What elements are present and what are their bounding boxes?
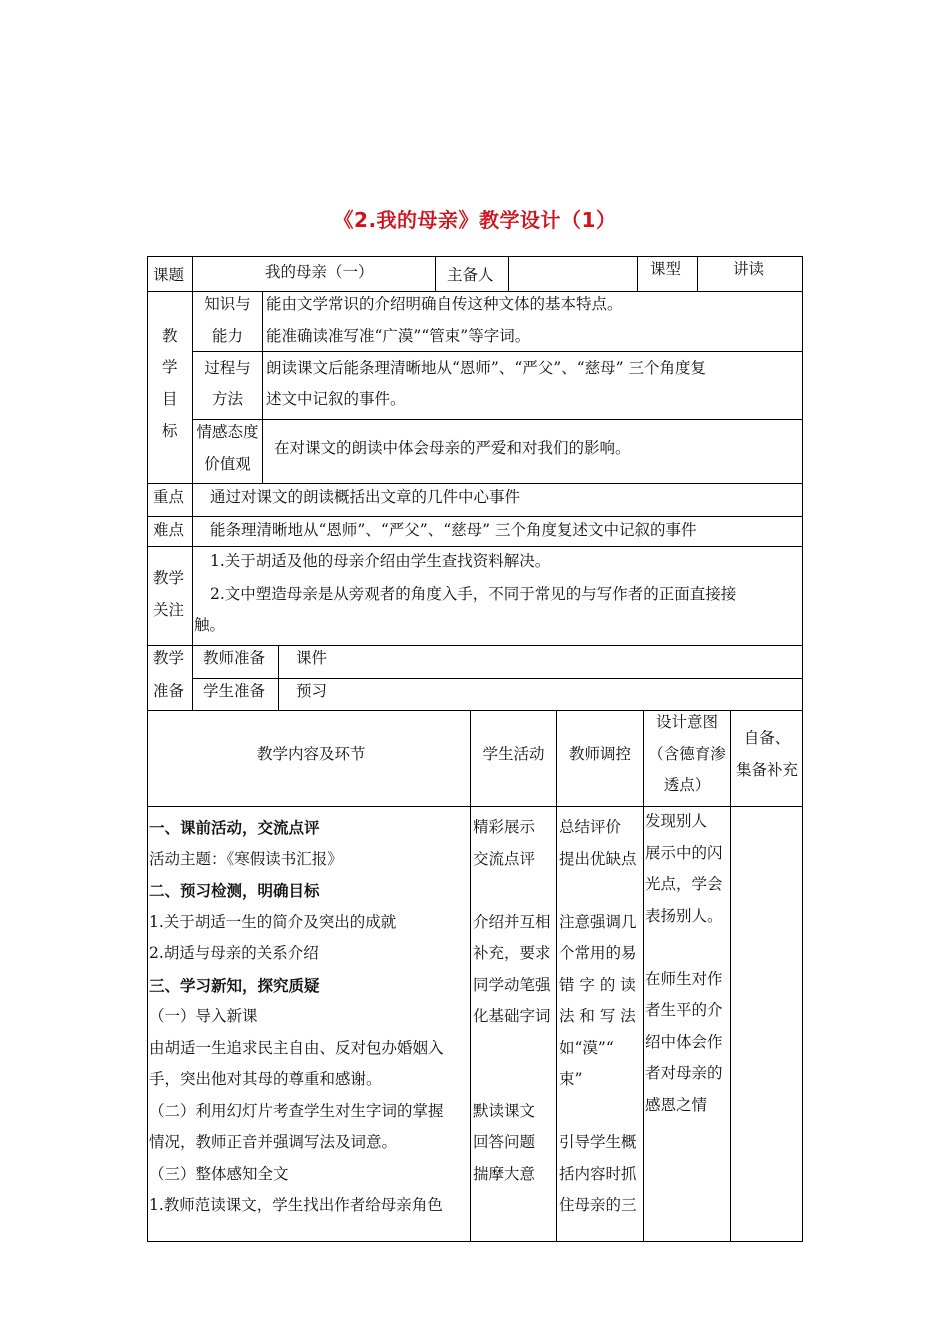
student-activity-line: 化基础字词 [473, 1007, 551, 1025]
knowledge-line-2: 能准确读准写准“广漠”“管束”等字词。 [266, 327, 531, 345]
zhubeiren-label: 主备人 [447, 266, 494, 284]
teacher-control-line: 错 字 的 读 [559, 975, 636, 994]
design-intent-line: 者对母亲的 [645, 1064, 723, 1082]
keti-label: 课题 [153, 266, 185, 284]
col-header-supplement-1: 自备、 [743, 729, 791, 747]
process-label-2: 方法 [211, 390, 243, 408]
goals-label-4: 标 [162, 422, 178, 440]
col-header-design-3: 透点） [663, 776, 711, 794]
key-point-text: 通过对课文的朗读概括出文章的几件中心事件 [210, 488, 521, 506]
goals-divider-b [262, 291, 263, 484]
focus-label-2: 关注 [153, 601, 185, 619]
header-divider-1 [192, 256, 193, 292]
content-line: （二）利用幻灯片考查学生对生字词的掌握 [149, 1101, 444, 1120]
page-title: 《2.我的母亲》教学设计（1） [333, 208, 617, 232]
col-header-design-1: 设计意图 [655, 713, 718, 731]
content-line: 由胡适一生追求民主自由、反对包办婚姻入 [149, 1038, 444, 1057]
key-point-divider [192, 483, 193, 517]
content-line: 二、预习检测，明确目标 [149, 881, 320, 900]
student-activity-line: 回答问题 [473, 1133, 536, 1151]
teacher-control-line: 总结评价 [559, 818, 622, 836]
design-intent-line: 表扬别人。 [645, 906, 723, 925]
teacher-control-line: 束” [559, 1070, 583, 1088]
kexing-value: 讲读 [733, 260, 765, 278]
header-divider-5 [697, 256, 698, 292]
process-col-line-4 [730, 710, 731, 1242]
prep-row-line [192, 678, 803, 679]
goals-row-line-1 [192, 351, 803, 352]
content-line: （一）导入新课 [149, 1007, 258, 1025]
content-line: 三、学习新知，探究质疑 [149, 975, 320, 995]
design-intent-line: 发现别人 [645, 812, 708, 830]
teacher-control-column [559, 812, 643, 1222]
design-intent-line: 在师生对作 [645, 969, 723, 988]
difficulty-text: 能条理清晰地从“恩师”、“严父”、“慈母” 三个角度复述文中记叙的事件 [210, 521, 697, 539]
col-header-teacher: 教师调控 [568, 745, 631, 763]
teacher-prep-label: 教师准备 [203, 649, 266, 667]
goals-row-line-2 [192, 419, 803, 420]
col-header-supplement-2: 集备补充 [735, 761, 798, 779]
goals-label-3: 目 [162, 390, 178, 408]
knowledge-label-2: 能力 [211, 327, 243, 345]
teacher-control-line: 引导学生概 [559, 1133, 637, 1151]
teacher-control-line [559, 875, 643, 907]
content-column [149, 812, 469, 1222]
process-col-line-2 [556, 710, 557, 1242]
content-line: 手，突出他对其母的尊重和感谢。 [149, 1070, 382, 1088]
teacher-control-line: 个常用的易 [559, 944, 637, 962]
content-line: 1.教师范读课文，学生找出作者给母亲角色 [149, 1196, 443, 1214]
teacher-control-line: 如“漠”“ [559, 1038, 614, 1057]
header-divider-4 [637, 256, 638, 292]
goals-label-2: 学 [162, 358, 178, 376]
focus-line-1: 1.关于胡适及他的母亲介绍由学生查找资料解决。 [210, 552, 551, 570]
header-divider-2 [435, 256, 436, 292]
process-col-line-1 [470, 710, 471, 1242]
content-line: （三）整体感知全文 [149, 1164, 289, 1183]
difficulty-divider [192, 516, 193, 547]
student-activity-line [473, 1064, 556, 1096]
knowledge-label-1: 知识与 [204, 295, 251, 313]
teacher-control-line: 注意强调几 [559, 912, 637, 931]
design-intent-line: 感恩之情 [645, 1095, 708, 1114]
col-header-content: 教学内容及环节 [257, 745, 366, 763]
emotion-text: 在对课文的朗读中体会母亲的严爱和对我们的影响。 [274, 439, 631, 457]
prep-label-1: 教学 [153, 649, 185, 667]
student-prep-value: 预习 [296, 682, 328, 700]
student-prep-label: 学生准备 [203, 682, 266, 700]
teacher-control-line: 括内容时抓 [559, 1164, 637, 1183]
student-activity-line: 默读课文 [473, 1101, 536, 1120]
design-intent-column [645, 806, 730, 1121]
teacher-control-line [559, 1096, 643, 1128]
prep-label-2: 准备 [153, 682, 185, 700]
content-line: 情况，教师正音并强调写法及词意。 [149, 1133, 398, 1151]
header-divider-3 [508, 256, 509, 292]
goals-label-1: 教 [162, 327, 178, 345]
content-line: 活动主题：《寒假读书汇报》 [149, 849, 343, 868]
design-intent-line: 展示中的闪 [645, 843, 723, 862]
student-activity-line [473, 875, 556, 907]
content-line: 一、课前活动，交流点评 [149, 818, 320, 837]
focus-line-3: 触。 [194, 616, 226, 634]
student-activity-line: 揣摩大意 [473, 1164, 536, 1183]
emotion-label-1: 情感态度 [196, 423, 259, 441]
student-activity-line: 精彩展示 [473, 818, 536, 836]
difficulty-label: 难点 [153, 521, 185, 539]
process-line-1: 朗读课文后能条理清晰地从“恩师”、“严父”、“慈母” 三个角度复 [266, 359, 706, 377]
content-line: 2.胡适与母亲的关系介绍 [149, 944, 319, 962]
student-activity-line: 介绍并互相 [473, 912, 551, 931]
keti-value: 我的母亲（一） [265, 263, 374, 281]
design-intent-line: 绍中体会作 [645, 1032, 723, 1051]
design-intent-line: 光点，学会 [645, 875, 723, 893]
focus-label-1: 教学 [153, 569, 185, 587]
student-activity-line: 交流点评 [473, 849, 536, 868]
process-line-2: 述文中记叙的事件。 [266, 390, 406, 408]
kexing-label: 课型 [650, 260, 682, 278]
col-header-design-2: （含德育渗 [648, 745, 726, 763]
student-activity-line [473, 1033, 556, 1065]
focus-divider [192, 546, 193, 646]
student-activity-line: 补充，要求 [473, 944, 551, 962]
design-intent-line [645, 932, 730, 964]
teacher-control-line: 法 和 写 法 [559, 1007, 636, 1025]
content-line: 1.关于胡适一生的简介及突出的成就 [149, 912, 397, 931]
emotion-label-2: 价值观 [204, 455, 251, 473]
knowledge-line-1: 能由文学常识的介绍明确自传这种文体的基本特点。 [266, 295, 623, 313]
teacher-control-line: 住母亲的三 [559, 1196, 637, 1214]
key-point-label: 重点 [153, 488, 185, 506]
student-activity-column [473, 812, 556, 1190]
student-activity-line: 同学动笔强 [473, 975, 551, 994]
process-label-1: 过程与 [204, 359, 251, 377]
focus-line-2: 2.文中塑造母亲是从旁观者的角度入手，不同于常见的与写作者的正面直接接 [210, 585, 737, 603]
design-intent-line: 者生平的介 [645, 1001, 723, 1019]
col-header-student: 学生活动 [482, 745, 545, 763]
teacher-control-line: 提出优缺点 [559, 849, 637, 868]
teacher-prep-value: 课件 [296, 649, 328, 667]
